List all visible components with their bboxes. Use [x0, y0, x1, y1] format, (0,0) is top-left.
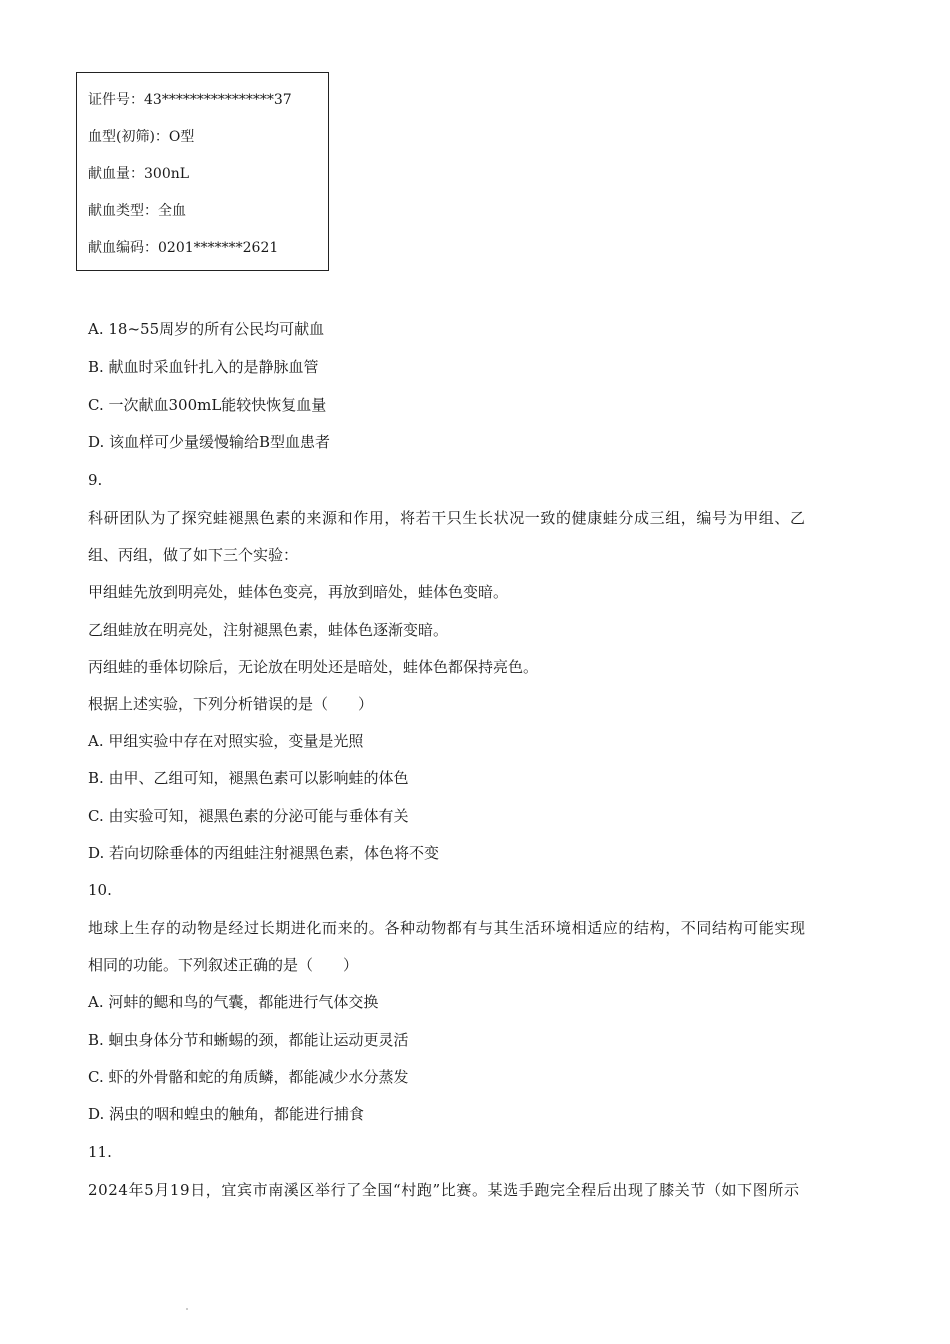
id-number: 证件号：43****************37: [88, 92, 292, 108]
q9-option-b: B. 由甲、乙组可知，褪黑色素可以影响蛙的体色: [88, 769, 409, 787]
q10-option-b: B. 蛔虫身体分节和蜥蜴的颈，都能让运动更灵活: [88, 1031, 409, 1049]
q9-experiment-1: 甲组蛙先放到明亮处，蛙体色变亮，再放到暗处，蛙体色变暗。: [88, 583, 509, 601]
q11-number: 11.: [88, 1143, 112, 1161]
q8-option-c: C. 一次献血300mL能较快恢复血量: [88, 396, 327, 414]
q10-stem-line-1: 地球上生存的动物是经过长期进化而来的。各种动物都有与其生活环境相适应的结构，不同结构可能实现: [88, 919, 806, 937]
donation-code: 献血编码：0201*******2621: [88, 240, 279, 256]
q9-stem-line-1: 科研团队为了探究蛙褪黑色素的来源和作用，将若干只生长状况一致的健康蛙分成三组，编号为甲组、乙: [88, 509, 806, 527]
q11-stem-line-1: 2024年5月19日，宜宾市南溪区举行了全国“村跑”比赛。某选手跑完全程后出现了膝关节（如下图所示: [88, 1181, 800, 1199]
q9-option-c: C. 由实验可知，褪黑色素的分泌可能与垂体有关: [88, 807, 409, 825]
q9-option-a: A. 甲组实验中存在对照实验，变量是光照: [88, 732, 364, 750]
q10-option-a: A. 河蚌的鳃和鸟的气囊，都能进行气体交换: [88, 993, 379, 1011]
scan-speck: [186, 1308, 188, 1310]
q9-option-d: D. 若向切除垂体的丙组蛙注射褪黑色素，体色将不变: [88, 844, 440, 862]
q8-option-a: A. 18~55周岁的所有公民均可献血: [88, 320, 325, 338]
q9-stem-line-2: 组、丙组，做了如下三个实验：: [88, 546, 299, 564]
q10-number: 10.: [88, 881, 112, 899]
q9-question: 根据上述实验，下列分析错误的是（ ）: [88, 695, 374, 713]
q10-option-c: C. 虾的外骨骼和蛇的角质鳞，都能减少水分蒸发: [88, 1068, 409, 1086]
donation-volume: 献血量：300nL: [88, 166, 190, 182]
blood-type: 血型(初筛)：O型: [88, 129, 195, 145]
q9-experiment-2: 乙组蛙放在明亮处，注射褪黑色素，蛙体色逐渐变暗。: [88, 621, 449, 639]
q10-option-d: D. 涡虫的咽和蝗虫的触角，都能进行捕食: [88, 1105, 365, 1123]
q8-option-b: B. 献血时采血针扎入的是静脉血管: [88, 358, 319, 376]
q8-option-d: D. 该血样可少量缓慢输给B型血患者: [88, 433, 331, 451]
q10-stem-line-2: 相同的功能。下列叙述正确的是（ ）: [88, 956, 359, 974]
donation-type: 献血类型：全血: [88, 203, 186, 219]
q9-experiment-3: 丙组蛙的垂体切除后，无论放在明处还是暗处，蛙体色都保持亮色。: [88, 658, 539, 676]
donation-info-card: [76, 72, 329, 271]
q9-number: 9.: [88, 471, 103, 489]
